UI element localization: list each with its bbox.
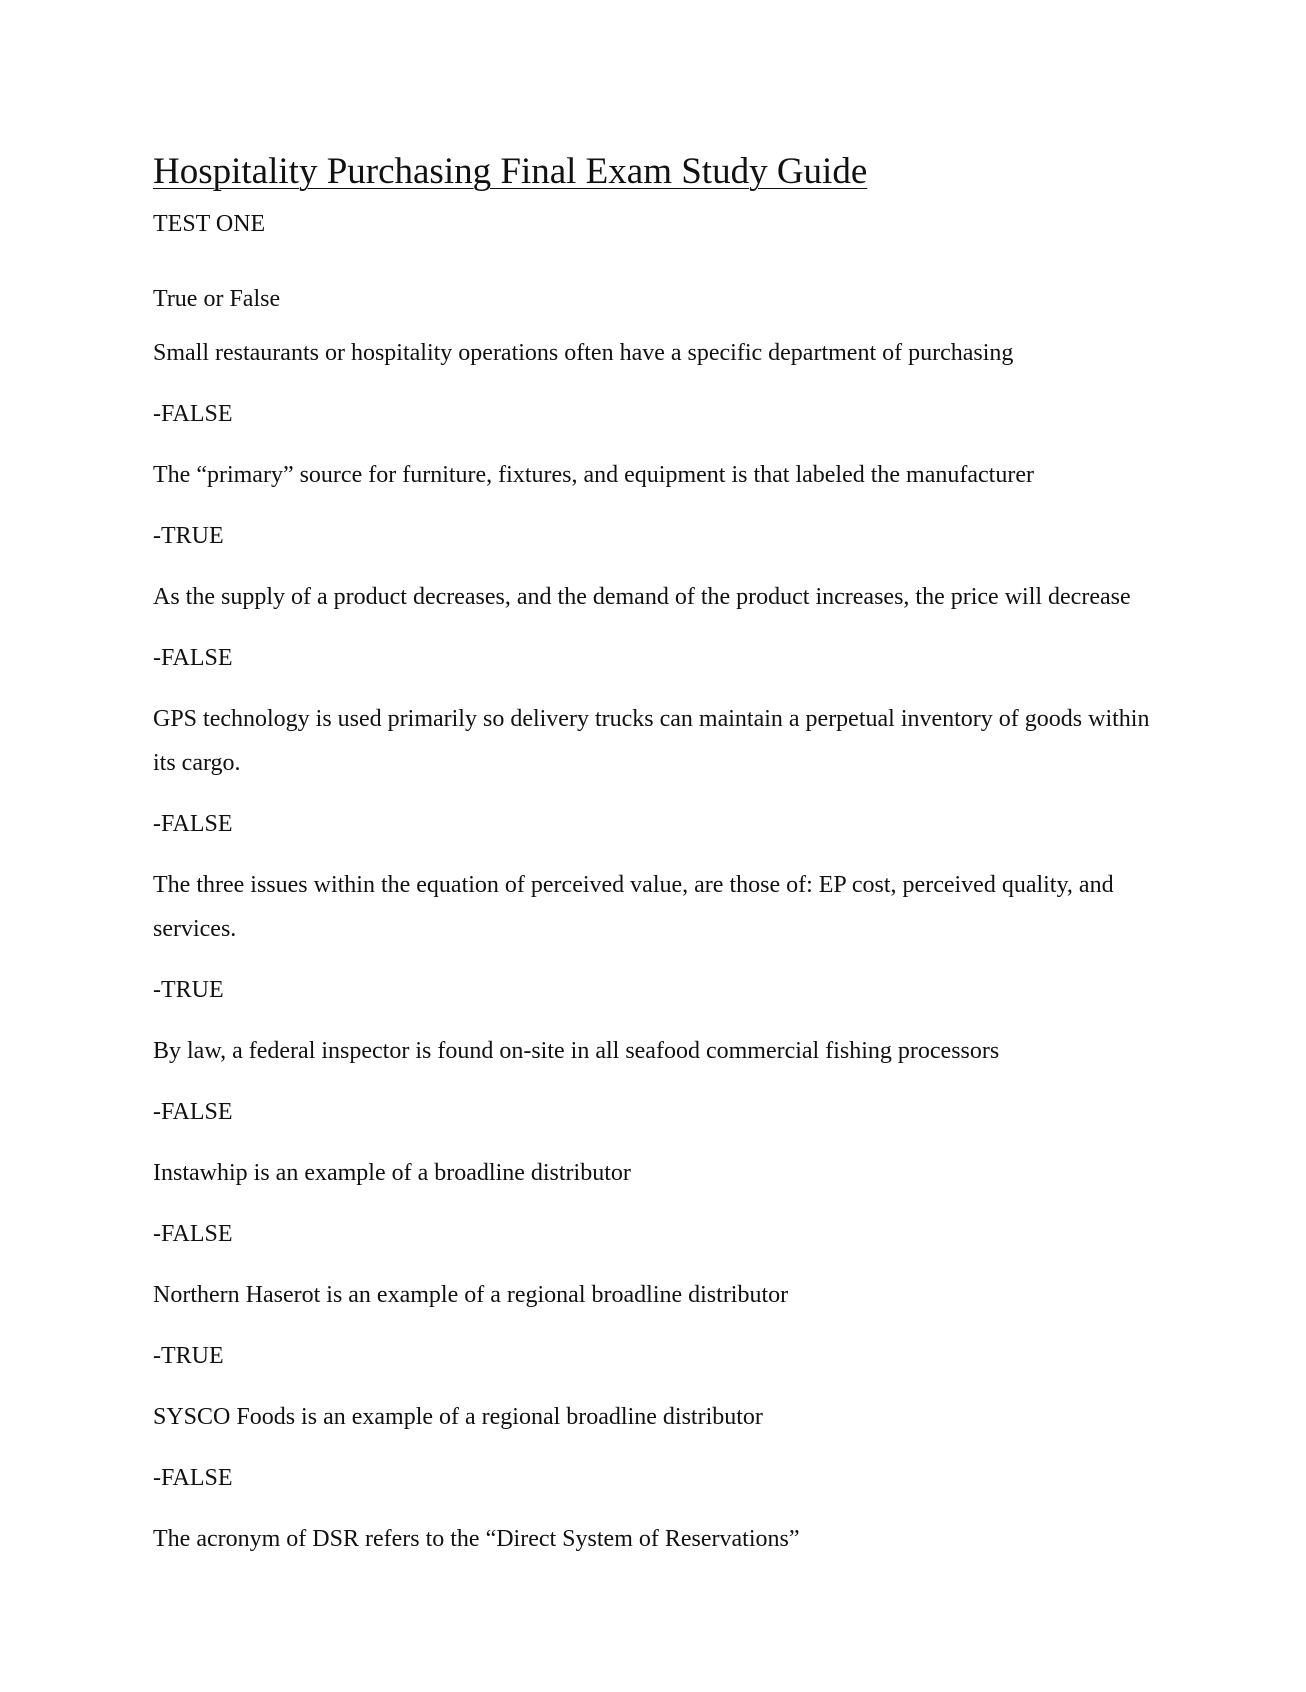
document-title: Hospitality Purchasing Final Exam Study Guide bbox=[153, 151, 868, 192]
answer-3: -FALSE bbox=[153, 644, 233, 671]
answer-9: -FALSE bbox=[153, 1464, 233, 1491]
question-4: GPS technology is used primarily so delivery trucks can maintain a perpetual inventory of goods within its cargo. bbox=[153, 705, 1150, 776]
question-2: The “primary” source for furniture, fixtures, and equipment is that labeled the manufacturer bbox=[153, 461, 1034, 488]
answer-2: -TRUE bbox=[153, 522, 224, 549]
answer-7: -FALSE bbox=[153, 1220, 233, 1247]
question-6: By law, a federal inspector is found on-site in all seafood commercial fishing processors bbox=[153, 1037, 1000, 1064]
question-5: The three issues within the equation of perceived value, are those of: EP cost, perceived quality, and services. bbox=[153, 871, 1114, 942]
answer-6: -FALSE bbox=[153, 1098, 233, 1125]
question-10: The acronym of DSR refers to the “Direct System of Reservations” bbox=[153, 1525, 800, 1552]
test-heading: TEST ONE bbox=[153, 211, 266, 238]
question-7: Instawhip is an example of a broadline distributor bbox=[153, 1159, 631, 1186]
question-list bbox=[153, 331, 1153, 1561]
answer-4: -FALSE bbox=[153, 810, 233, 837]
question-1: Small restaurants or hospitality operations often have a specific department of purchasing bbox=[153, 339, 1014, 366]
question-3: As the supply of a product decreases, and the demand of the product increases, the price will decrease bbox=[153, 583, 1131, 610]
answer-8: -TRUE bbox=[153, 1342, 224, 1369]
document-page bbox=[153, 150, 1153, 1561]
answer-5: -TRUE bbox=[153, 976, 224, 1003]
section-label: True or False bbox=[153, 286, 281, 313]
answer-1: -FALSE bbox=[153, 400, 233, 427]
question-9: SYSCO Foods is an example of a regional broadline distributor bbox=[153, 1403, 763, 1430]
question-8: Northern Haserot is an example of a regional broadline distributor bbox=[153, 1281, 789, 1308]
